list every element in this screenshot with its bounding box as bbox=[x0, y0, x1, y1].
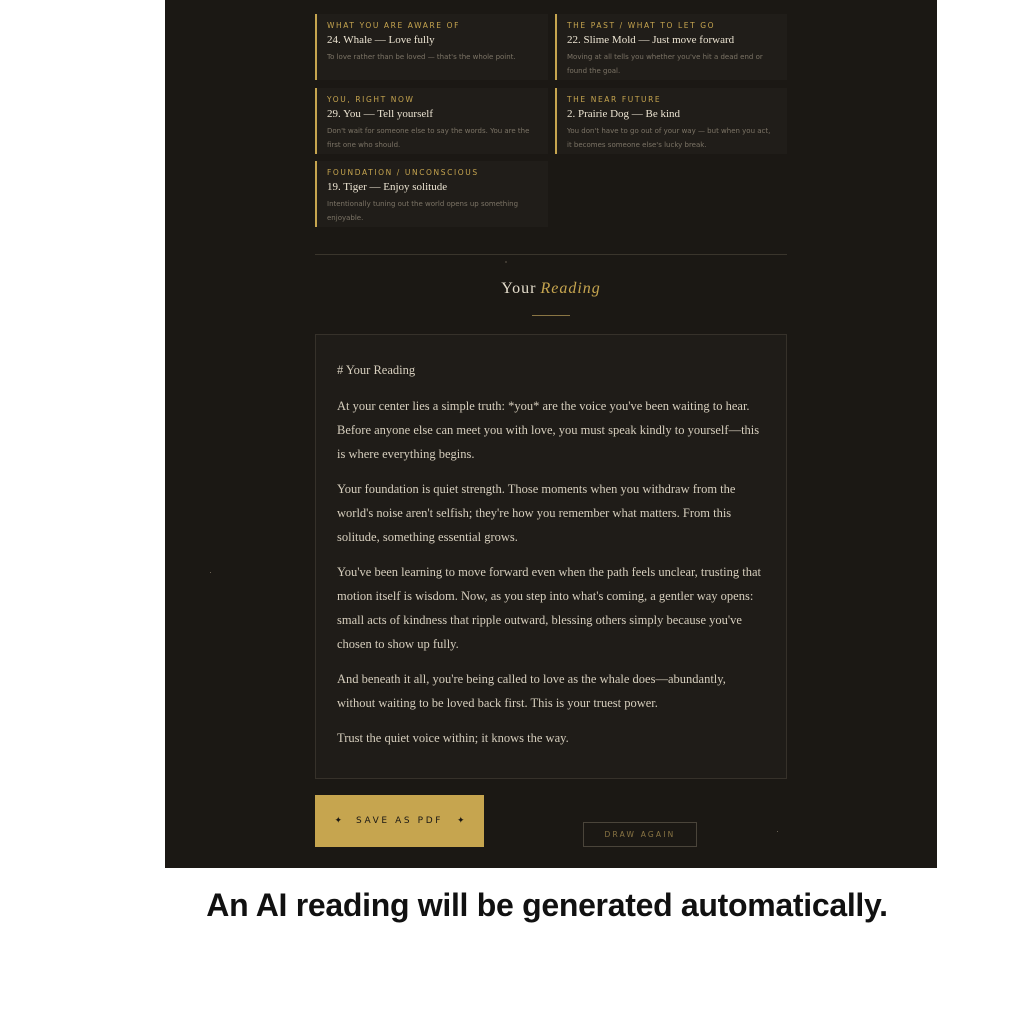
reading-panel bbox=[165, 0, 937, 868]
card-title: 24. Whale — Love fully bbox=[327, 34, 435, 46]
background-speck bbox=[210, 572, 211, 573]
card-aware bbox=[315, 14, 548, 80]
reading-paragraph: Trust the quiet voice within; it knows the way. bbox=[337, 731, 569, 745]
heading-accent: Reading bbox=[540, 280, 601, 297]
background-speck bbox=[777, 831, 778, 832]
card-foundation bbox=[315, 161, 548, 227]
card-category: THE NEAR FUTURE bbox=[567, 95, 662, 104]
reading-paragraph: You've been learning to move forward even when the path feels unclear, trusting that motion itself is wisdom. Now, as you step into what's coming, a gentler way opens: small acts of kindness that ripple outward, blessing others simply because you've chosen to show up fully. bbox=[337, 565, 761, 651]
card-title: 29. You — Tell yourself bbox=[327, 108, 433, 120]
card-description: You don't have to go out of your way — but when you act, it becomes someone else's lucky break. bbox=[567, 127, 771, 149]
card-category: FOUNDATION / UNCONSCIOUS bbox=[327, 168, 479, 177]
reading-text-box bbox=[315, 334, 787, 779]
save-as-pdf-label: SAVE AS PDF bbox=[355, 816, 444, 826]
reading-paragraph: Your foundation is quiet strength. Those moments when you withdraw from the world's noise aren't selfish; they're how you remember what matters. From this solitude, something essential grows. bbox=[337, 482, 736, 544]
card-now bbox=[315, 88, 548, 154]
card-description: Intentionally tuning out the world opens up something enjoyable. bbox=[327, 200, 519, 222]
card-description: Moving at all tells you whether you've hit a dead end or found the goal. bbox=[567, 53, 763, 75]
card-category: YOU, RIGHT NOW bbox=[327, 95, 415, 104]
sparkle-icon: ✦ bbox=[457, 816, 465, 826]
card-title: 22. Slime Mold — Just move forward bbox=[567, 34, 735, 46]
draw-again-button[interactable]: DRAW AGAIN bbox=[583, 822, 697, 847]
save-as-pdf-button[interactable] bbox=[315, 795, 484, 847]
card-title: 19. Tiger — Enjoy solitude bbox=[327, 181, 448, 193]
reading-paragraph: And beneath it all, you're being called to love as the whale does—abundantly, without waiting to be loved back first. This is your truest power. bbox=[337, 672, 726, 710]
reading-heading bbox=[315, 280, 787, 298]
reading-title: # Your Reading bbox=[337, 363, 416, 377]
card-category: THE PAST / WHAT TO LET GO bbox=[567, 21, 716, 30]
heading-plain: Your bbox=[501, 280, 537, 297]
card-title: 2. Prairie Dog — Be kind bbox=[567, 108, 681, 120]
card-description: Don't wait for someone else to say the words. You are the first one who should. bbox=[327, 127, 530, 149]
card-description: To love rather than be loved — that's the whole point. bbox=[327, 53, 516, 61]
reading-paragraph: At your center lies a simple truth: *you* are the voice you've been waiting to hear. Before anyone else can meet you with love, you must speak kindly to yourself—this is where everything begins. bbox=[337, 399, 760, 461]
divider-ornament bbox=[505, 261, 507, 263]
card-category: WHAT YOU ARE AWARE OF bbox=[327, 21, 460, 30]
heading-underline bbox=[532, 315, 570, 316]
sparkle-icon: ✦ bbox=[334, 816, 342, 826]
page-caption: An AI reading will be generated automatically. bbox=[206, 887, 888, 923]
card-future bbox=[555, 88, 787, 154]
card-past bbox=[555, 14, 787, 80]
section-divider bbox=[315, 254, 787, 255]
